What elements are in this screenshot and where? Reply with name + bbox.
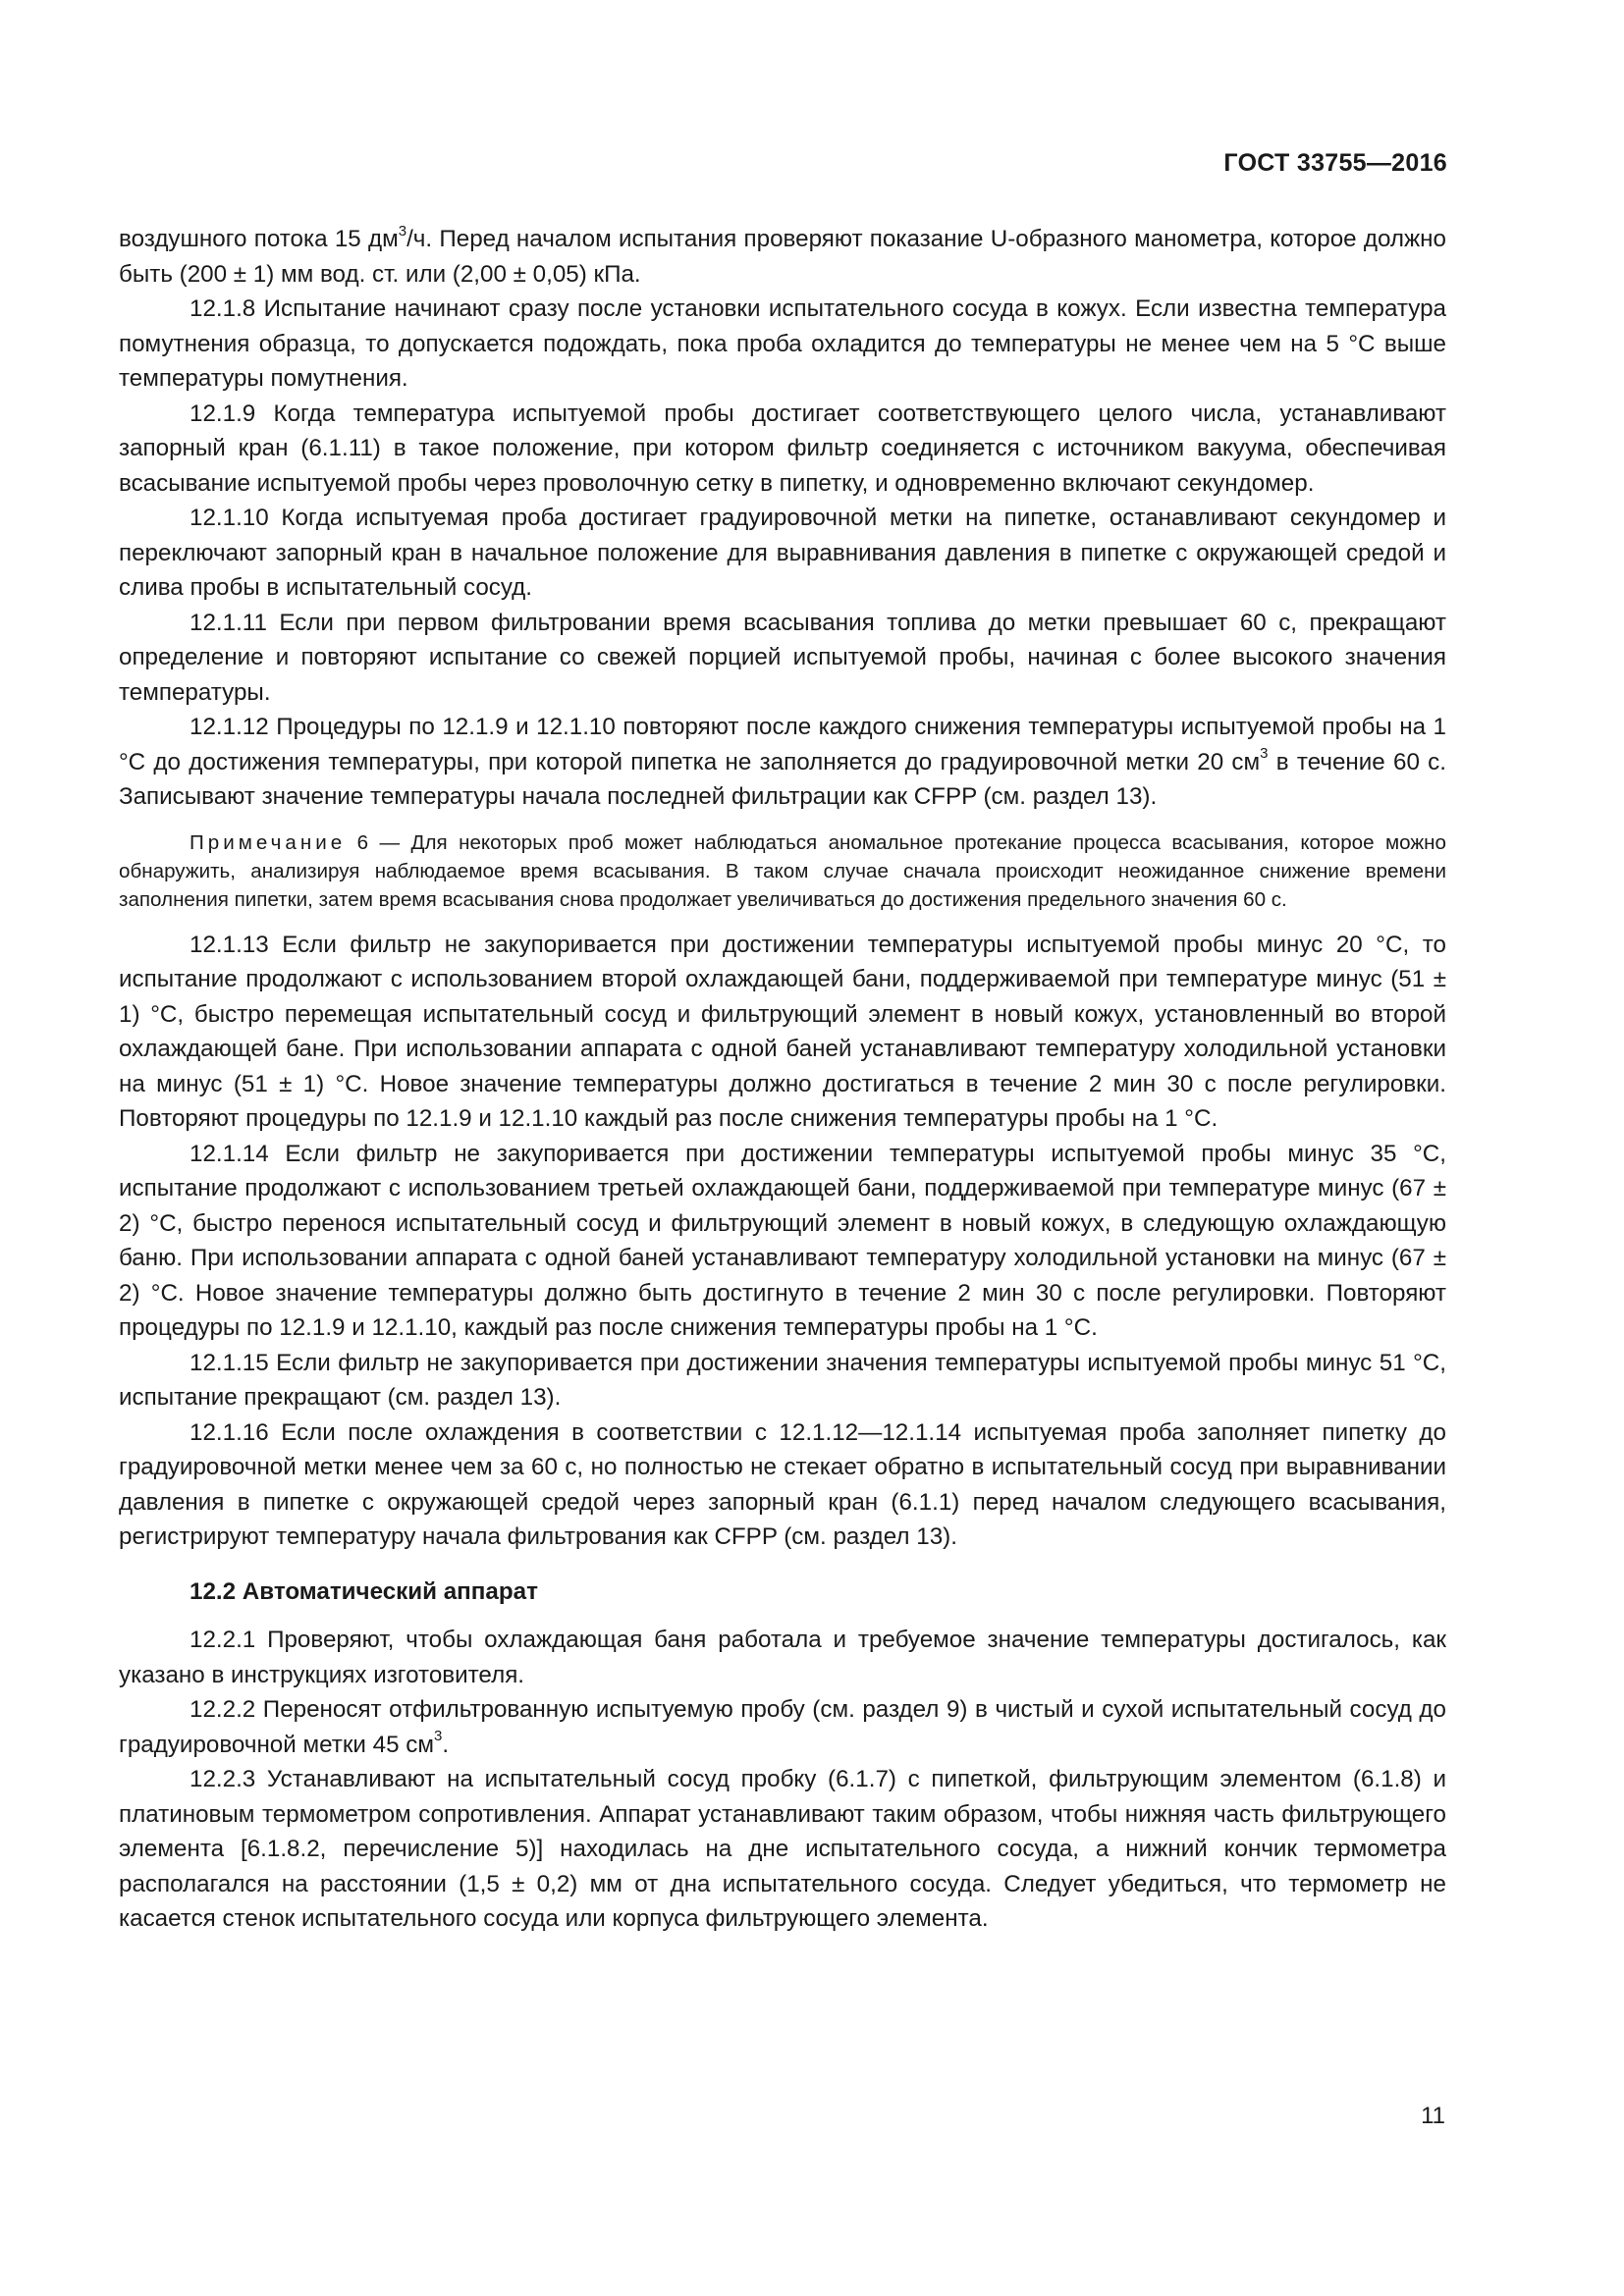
paragraph-12-1-12 [119,710,1446,815]
superscript: 3 [398,222,407,240]
text-span: воздушного потока 15 дм [119,226,399,252]
paragraph-12-2-2 [119,1692,1446,1762]
superscript: 3 [434,1728,443,1745]
document-body [119,222,1446,1937]
text-span: 12.1.12 Процедуры по 12.1.9 и 12.1.10 повторяют после каждого снижения температуры испытуемой пробы на 1 °С до достижения температуры, при которой пипетка не заполняется до градуировочной метки 20 см [119,714,1446,775]
page-number: 11 [1421,2103,1445,2129]
superscript: 3 [1260,745,1269,763]
paragraph-12-1-15: 12.1.15 Если фильтр не закупоривается при достижении значения температуры испытуемой пробы минус 51 °С, испытание прекращают (см. раздел 13). [119,1349,1446,1411]
section-title-12-2: 12.2 Автоматический аппарат [189,1577,538,1605]
paragraph-12-1-11: 12.1.11 Если при первом фильтровании время всасывания топлива до метки превышает 60 с, прекращают определение и повторяют испытание со свежей порцией испытуемой пробы, начиная с более высокого значения температуры. [119,609,1446,706]
paragraph-continuation [119,222,1446,292]
document-code-header: ГОСТ 33755—2016 [1223,149,1447,177]
note-text: 6 — Для некоторых проб может наблюдаться аномальное протекание процесса всасывания, которое можно обнаружить, анализируя наблюдаемое время всасывания. В таком случае сначала происходит неожиданное снижение времени заполнения пипетки, затем время всасывания снова продолжает увеличиваться до достижения предельного значения 60 с. [119,830,1446,911]
text-span: в течение 60 с. Записывают значение температуры начала последней фильтрации как CFPP (см. раздел 13). [119,748,1446,810]
paragraph-12-1-8: 12.1.8 Испытание начинают сразу после установки испытательного сосуда в кожух. Если известна температура помутнения образца, то допускается подождать, пока проба охладится до температуры не менее чем на 5 °С выше температуры помутнения. [119,295,1446,392]
paragraph-12-1-13: 12.1.13 Если фильтр не закупоривается при достижении температуры испытуемой пробы минус 20 °С, то испытание продолжают с использованием второй охлаждающей бани, поддерживаемой при температуре минус (51 ± 1) °С, быстро перемещая испытательный сосуд и фильтрующий элемент в новый кожух, установленный во второй охлаждающей бане. При использовании аппарата с одной баней устанавливают температуру холодильной установки на минус (51 ± 1) °С. Новое значение температуры должно достигаться в течение 2 мин 30 с после регулировки. Повторяют процедуры по 12.1.9 и 12.1.10 каждый раз после снижения температуры пробы на 1 °С. [119,931,1446,1132]
text-span: . [442,1731,450,1758]
note-label: Примечание [189,830,347,854]
paragraph-12-1-10: 12.1.10 Когда испытуемая проба достигает градуировочной метки на пипетке, останавливают секундомер и переключают запорный кран в начальное положение для выравнивания давления в пипетке с окружающей средой и слива пробы в испытательный сосуд. [119,505,1446,601]
paragraph-12-1-9: 12.1.9 Когда температура испытуемой пробы достигает соответствующего целого числа, устанавливают запорный кран (6.1.11) в такое положение, при котором фильтр соединяется с источником вакуума, обеспечивая всасывание испытуемой пробы через проволочную сетку в пипетку, и одновременно включают секундомер. [119,400,1446,497]
paragraph-12-1-14: 12.1.14 Если фильтр не закупоривается при достижении температуры испытуемой пробы минус 35 °С, испытание продолжают с использованием третьей охлаждающей бани, поддерживаемой при температуре минус (67 ± 2) °С, быстро перенося испытательный сосуд и фильтрующий элемент в новый кожух, в следующую охлаждающую баню. При использовании аппарата с одной баней устанавливают температуру холодильной установки на минус (67 ± 2) °С. Новое значение температуры должно быть достигнуто в течение 2 мин 30 с после регулировки. Повторяют процедуры по 12.1.9 и 12.1.10, каждый раз после снижения температуры пробы на 1 °С. [119,1140,1446,1341]
note-6 [119,828,1446,914]
paragraph-12-1-16: 12.1.16 Если после охлаждения в соответствии с 12.1.12—12.1.14 испытуемая проба заполняет пипетку до градуировочной метки менее чем за 60 с, но полностью не стекает обратно в испытательный сосуд при выравнивании давления в пипетке с окружающей средой через запорный кран (6.1.1) перед началом следующего всасывания, регистрируют температуру начала фильтрования как CFPP (см. раздел 13). [119,1418,1446,1550]
paragraph-12-2-3: 12.2.3 Устанавливают на испытательный сосуд пробку (6.1.7) с пипеткой, фильтрующим элементом (6.1.8) и платиновым термометром сопротивления. Аппарат устанавливают таким образом, чтобы нижняя часть фильтрующего элемента [6.1.8.2, перечисление 5)] находилась на дне испытательного сосуда, а нижний кончик термометра располагался на расстоянии (1,5 ± 0,2) мм от дна испытательного сосуда. Следует убедиться, что термометр не касается стенок испытательного сосуда или корпуса фильтрующего элемента. [119,1766,1446,1932]
paragraph-12-2-1: 12.2.1 Проверяют, чтобы охлаждающая баня работала и требуемое значение температуры достигалось, как указано в инструкциях изготовителя. [119,1627,1446,1688]
text-span: /ч. Перед началом испытания проверяют показание U-образного манометра, которое должно быть (200 ± 1) мм вод. ст. или (2,00 ± 0,05) кПа. [119,226,1446,288]
text-span: 12.2.2 Переносят отфильтрованную испытуемую пробу (см. раздел 9) в чистый и сухой испытательный сосуд до градуировочной метки 45 см [119,1696,1446,1758]
